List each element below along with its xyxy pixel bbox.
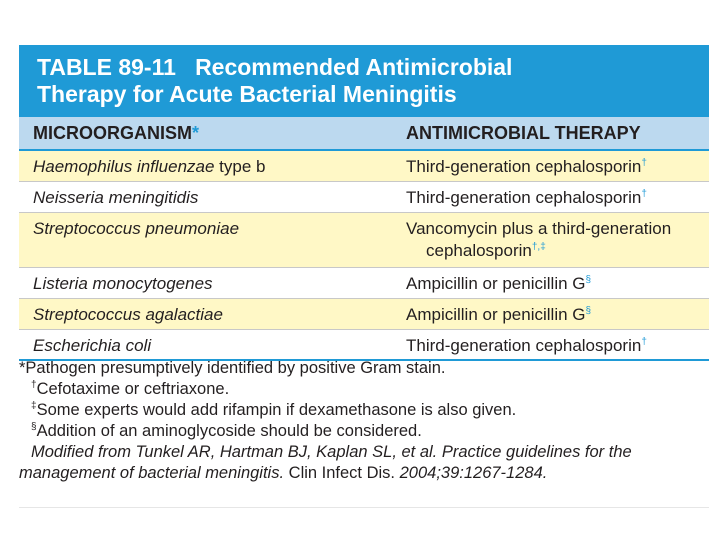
- organism-name: Streptococcus pneumoniae: [33, 219, 240, 238]
- table-header-row: [19, 117, 709, 151]
- table-row: [19, 330, 709, 361]
- organism-name: Neisseria meningitidis: [33, 188, 199, 207]
- antimicrobial-table: [19, 45, 709, 361]
- organism-name: Haemophilus influenzae: [33, 157, 215, 176]
- table-footnotes: [19, 358, 709, 484]
- therapy-text-continued: cephalosporin: [426, 241, 532, 260]
- header-therapy: ANTIMICROBIAL THERAPY: [406, 122, 641, 143]
- table-title: [19, 45, 709, 117]
- section-text: Addition of an aminoglycoside should be considered.: [36, 422, 422, 440]
- footnote-asterisk: *Pathogen presumptively identified by positive Gram stain.: [19, 359, 446, 377]
- therapy-text: Ampicillin or penicillin G: [406, 274, 586, 293]
- table-title-line-1: TABLE 89-11 Recommended Antimicrobial: [37, 54, 513, 80]
- footnote-dagger: [19, 379, 709, 400]
- footnote-mark: †: [641, 188, 647, 200]
- therapy-text: Vancomycin plus a third-generation: [406, 219, 672, 238]
- source-italic: Modified from Tunkel AR, Hartman BJ, Kaplan SL, et al. Practice guidelines for the management of bacterial meningitis.: [19, 443, 632, 482]
- table-row: [19, 151, 709, 182]
- footnote-mark: §: [585, 274, 592, 286]
- footnote-mark: †: [641, 157, 647, 169]
- header-microorganism-label: MICROORGANISM: [33, 122, 192, 143]
- dagger-mark: †: [31, 379, 37, 391]
- table-row: [19, 182, 709, 213]
- source-citation: 2004;39:1267-1284.: [399, 464, 548, 482]
- header-microorganism: [19, 123, 404, 144]
- header-asterisk: *: [192, 122, 200, 143]
- organism-suffix: type b: [214, 157, 266, 176]
- organism-name: Streptococcus agalactiae: [33, 305, 223, 324]
- footnote-source: [19, 442, 709, 484]
- table-row: [19, 213, 709, 268]
- therapy-text: Ampicillin or penicillin G: [406, 305, 586, 324]
- footnote-section: [19, 421, 709, 442]
- footnote-mark: §: [585, 305, 592, 317]
- organism-name: Listeria monocytogenes: [33, 274, 213, 293]
- footnote-double-dagger: [19, 400, 709, 421]
- therapy-text: Third-generation cephalosporin: [406, 157, 642, 176]
- table-row: [19, 268, 709, 299]
- double-dagger-mark: ‡: [31, 400, 37, 412]
- footnote-mark: †: [641, 336, 647, 348]
- section-mark: §: [31, 421, 37, 433]
- therapy-text: Third-generation cephalosporin: [406, 336, 642, 355]
- double-dagger-text: Some experts would add rifampin if dexamethasone is also given.: [36, 401, 517, 419]
- table-title-line-2: Therapy for Acute Bacterial Meningitis: [37, 81, 457, 107]
- source-journal: Clin Infect Dis.: [284, 464, 400, 482]
- divider: [19, 507, 709, 508]
- organism-name: Escherichia coli: [33, 336, 152, 355]
- table-row: [19, 299, 709, 330]
- dagger-text: Cefotaxime or ceftriaxone.: [36, 380, 230, 398]
- footnote-mark: †,‡: [531, 241, 546, 253]
- therapy-text: Third-generation cephalosporin: [406, 188, 642, 207]
